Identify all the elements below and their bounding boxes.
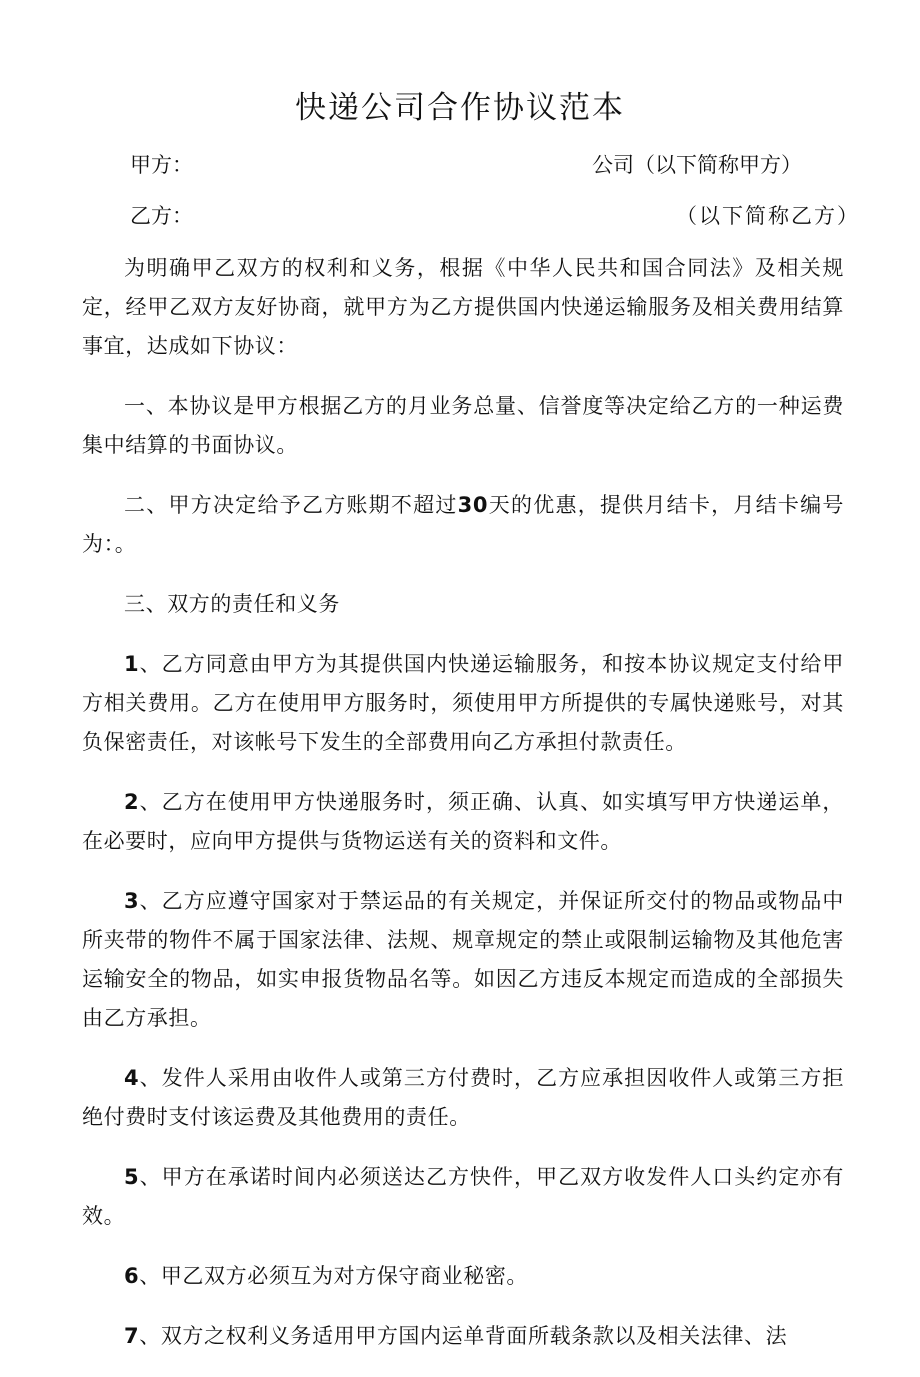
intro-paragraph: 为明确甲乙双方的权利和义务，根据《中华人民共和国合同法》及相关规定，经甲乙双方友好协商，就甲方为乙方提供国内快递运输服务及相关费用结算事宜，达成如下协议： (82, 256, 844, 358)
item-7-number: 7 (124, 1324, 140, 1348)
item-4 (82, 1059, 844, 1137)
item-6 (82, 1257, 844, 1296)
item-7-text: 、双方之权利义务适用甲方国内运单背面所载条款以及相关法律、法 (139, 1324, 788, 1348)
item-2-text: 、乙方在使用甲方快递服务时，须正确、认真、如实填写甲方快递运单，在必要时，应向甲方提供与货物运送有关的资料和文件。 (82, 790, 844, 853)
item-4-number: 4 (124, 1066, 140, 1090)
party-a-suffix: 公司（以下简称甲方） (592, 153, 802, 177)
item-1 (82, 645, 844, 762)
item-5 (82, 1158, 844, 1236)
item-1-number: 1 (124, 652, 140, 676)
item-5-text: 、甲方在承诺时间内必须送达乙方快件，甲乙双方收发件人口头约定亦有效。 (82, 1165, 844, 1228)
item-1-text: 、乙方同意由甲方为其提供国内快递运输服务，和按本协议规定支付给甲方相关费用。乙方在使用甲方服务时，须使用甲方所提供的专属快递账号，对其负保密责任，对该帐号下发生的全部费用向乙方承担付款责任。 (82, 652, 844, 754)
party-b-suffix: （以下简称乙方） (676, 204, 860, 228)
clause-3-heading: 三、双方的责任和义务 (124, 592, 340, 616)
agreement-body (82, 249, 844, 1377)
item-3-number: 3 (124, 889, 140, 913)
document-title: 快递公司合作协议范本 (295, 90, 625, 126)
clause-2-pre: 二、甲方决定给予乙方账期不超过 (124, 493, 458, 517)
item-6-number: 6 (124, 1264, 140, 1288)
item-7 (82, 1317, 844, 1356)
party-a-row (130, 150, 860, 180)
clause-1: 一、本协议是甲方根据乙方的月业务总量、信誉度等决定给乙方的一种运费集中结算的书面协议。 (82, 394, 844, 457)
party-b-label: 乙方： (130, 204, 193, 228)
item-3-text: 、乙方应遵守国家对于禁运品的有关规定，并保证所交付的物品或物品中所夹带的物件不属于国家法律、法规、规章规定的禁止或限制运输物及其他危害运输安全的物品，如实申报货物品名等。如因乙方违反本规定而造成的全部损失由乙方承担。 (82, 889, 844, 1030)
item-6-text: 、甲乙双方必须互为对方保守商业秘密。 (139, 1264, 529, 1288)
clause-2-post: 天的优惠，提供月结卡，月结卡编号为：。 (82, 493, 844, 556)
party-b-row (130, 201, 860, 231)
item-2 (82, 783, 844, 861)
item-2-number: 2 (124, 790, 140, 814)
item-3 (82, 882, 844, 1038)
clause-2-days: 30 (457, 493, 489, 517)
item-4-text: 、发件人采用由收件人或第三方付费时，乙方应承担因收件人或第三方拒绝付费时支付该运费及其他费用的责任。 (82, 1066, 844, 1129)
party-a-label: 甲方： (130, 153, 193, 177)
clause-2 (82, 486, 844, 564)
item-5-number: 5 (124, 1165, 140, 1189)
